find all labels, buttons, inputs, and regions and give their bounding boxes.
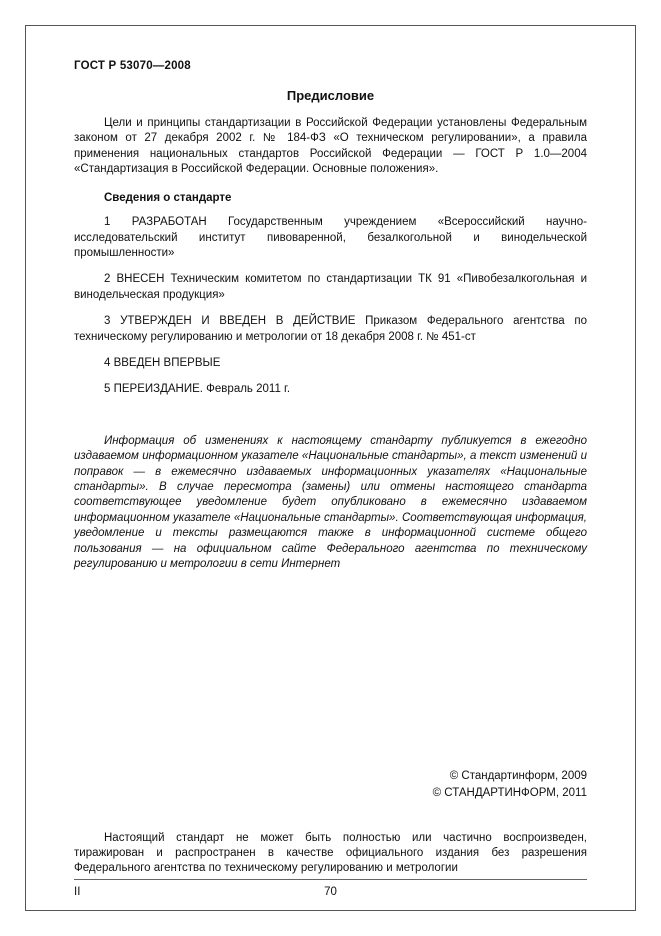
copyright-line-2011: © СТАНДАРТИНФОРМ, 2011 [432,786,587,799]
page-number: 70 [324,886,337,898]
standard-info-item-2: 2 ВНЕСЕН Техническим комитетом по стандартизации ТК 91 «Пивобезалкогольная и винодельческая продукция» [74,273,587,301]
standard-info-item-4: 4 ВВЕДЕН ВПЕРВЫЕ [104,356,221,369]
doc-number: ГОСТ Р 53070—2008 [74,60,191,72]
standard-info-item-1: 1 РАЗРАБОТАН Государственным учреждением «Всероссийский научно-исследовательский институт пивоваренной, безалкогольной и винодельческой промышленности» [74,216,587,259]
copyright-block [74,768,587,800]
intro-paragraph: Цели и принципы стандартизации в Российской Федерации установлены Федеральным законом от 27 декабря 2002 г. № 184-ФЗ «О техническом регулировании», а правила применения национальных стандартов Российской Федерации — ГОСТ Р 1.0—2004 «Стандартизация в Российской Федерации. Основные положения». [74,117,587,176]
page-border-frame [25,25,636,911]
page-footer [74,879,587,898]
standard-info-item-3: 3 УТВЕРЖДЕН И ВВЕДЕН В ДЕЙСТВИЕ Приказом Федерального агентства по техническому регулированию и метрологии от 18 декабря 2008 г. № 451-ст [74,315,587,343]
page-title: Предисловие [286,88,375,103]
section-heading: Сведения о стандарте [104,191,232,204]
page-number-roman: II [74,886,81,898]
standard-info-item-5: 5 ПЕРЕИЗДАНИЕ. Февраль 2011 г. [104,383,291,396]
changes-notice-paragraph: Информация об изменениях к настоящему стандарту публикуется в ежегодно издаваемом информационном указателе «Национальные стандарты», а текст изменений и поправок — в ежемесячно издаваемых информационных указателях «Национальные стандарты». В случае пересмотра (замены) или отмены настоящего стандарта соответствующее уведомление будет опубликовано в ежемесячно издаваемом информационном указателе «Национальные стандарты». Соответствующая информация, уведомление и тексты размещаются также в информационной системе общего пользования — на официальном сайте Федерального агентства по техническому регулированию и метрологии в сети Интернет [74,434,587,571]
copyright-line-2009: © Стандартинформ, 2009 [449,770,587,783]
reproduction-restriction-paragraph: Настоящий стандарт не может быть полностью или частично воспроизведен, тиражирован и распространен в качестве официального издания без разрешения Федерального агентства по техническому регулированию и метрологии [74,831,587,875]
